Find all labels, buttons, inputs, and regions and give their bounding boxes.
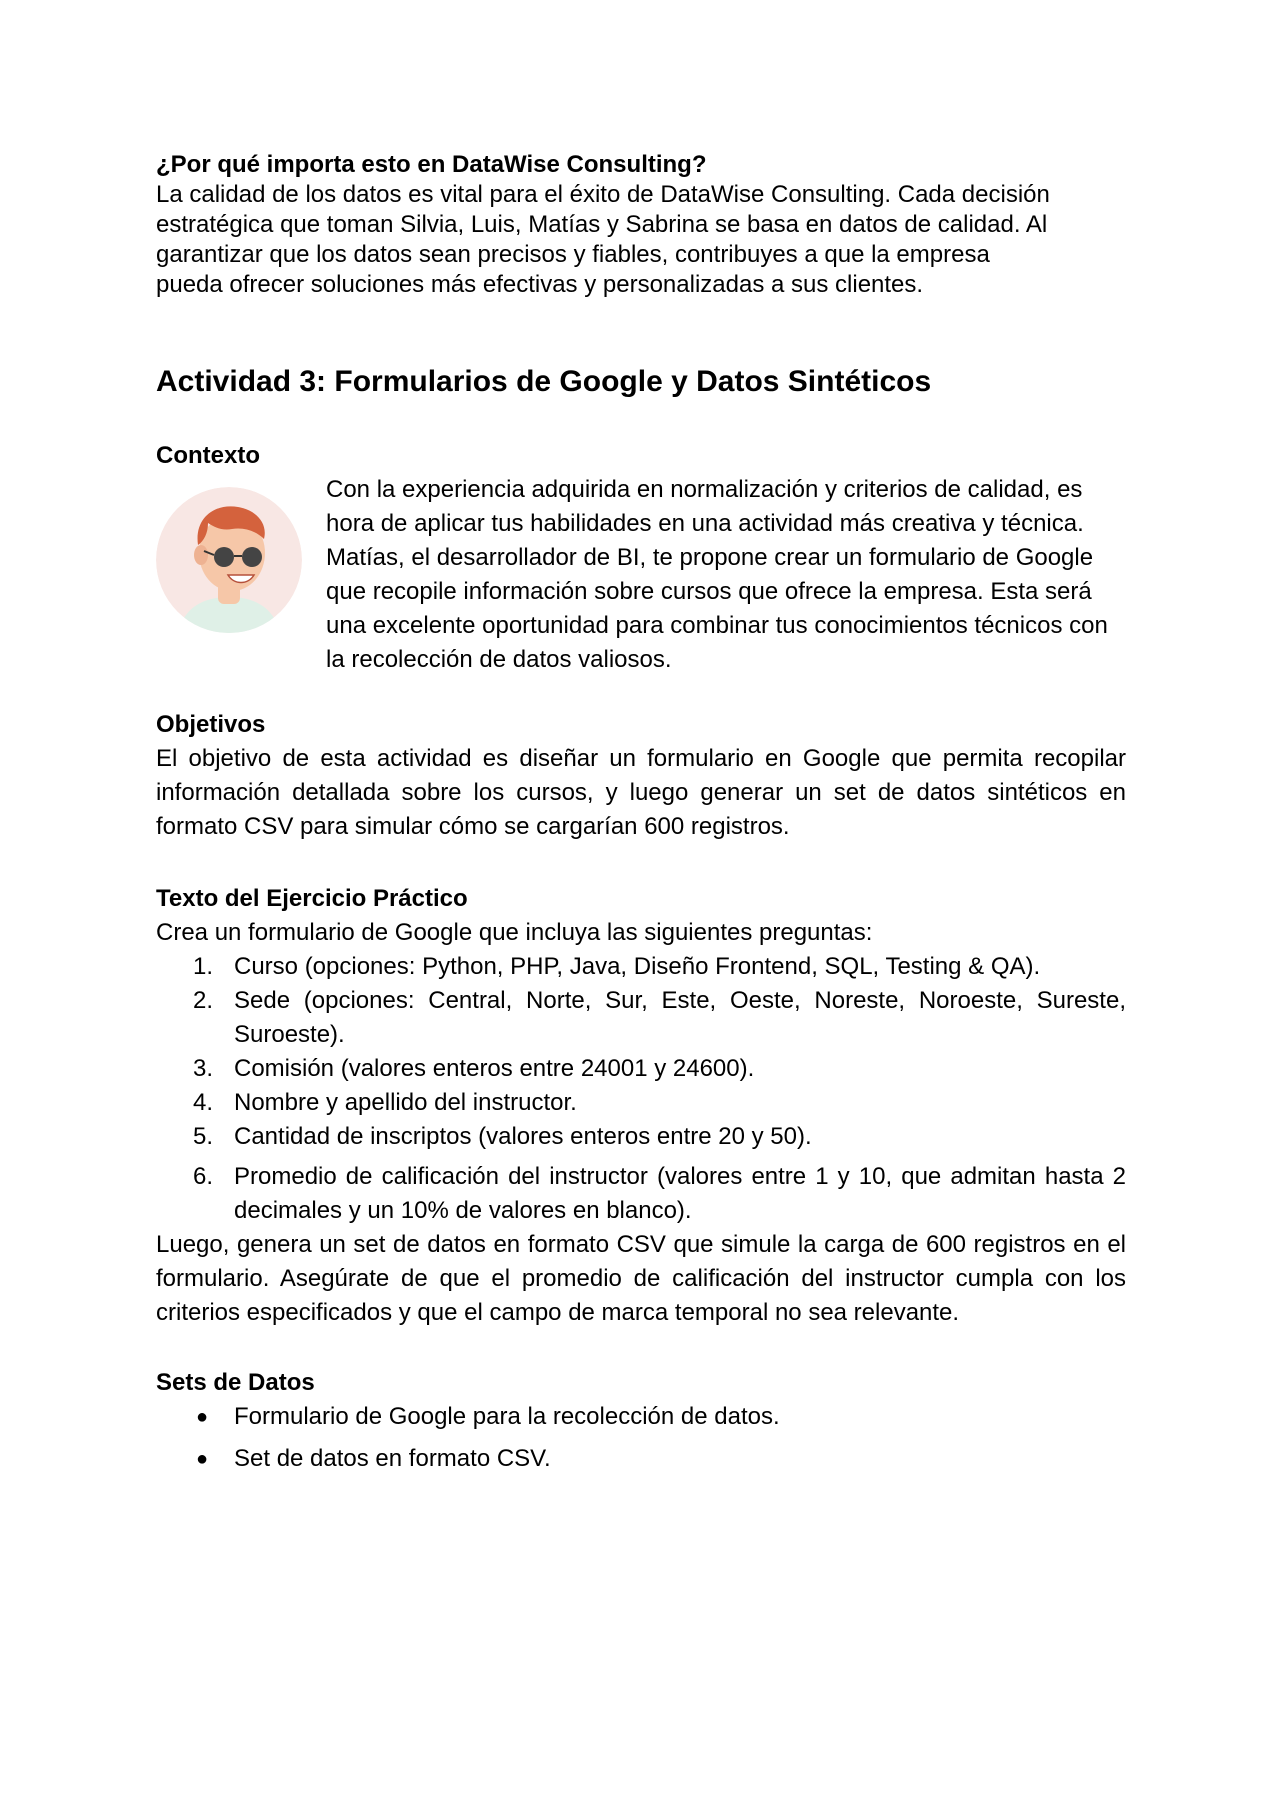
list-item-text: Curso (opciones: Python, PHP, Java, Diseño Frontend, SQL, Testing & QA). bbox=[234, 953, 1041, 980]
list-item bbox=[156, 1442, 1126, 1476]
list-number: 6. bbox=[193, 1163, 214, 1190]
list-item bbox=[156, 1086, 1126, 1120]
objetivos-heading: Objetivos bbox=[156, 711, 266, 738]
sunglasses-right-lens bbox=[242, 547, 262, 567]
intro-line: estratégica que toman Silvia, Luis, Matías y Sabrina se basa en datos de calidad. Al bbox=[156, 211, 1048, 238]
list-item-text: Comisión (valores enteros entre 24001 y 24600). bbox=[234, 1055, 755, 1082]
bullet-icon: ● bbox=[196, 1406, 209, 1428]
list-number: 5. bbox=[193, 1123, 214, 1150]
list-item bbox=[156, 1120, 1126, 1154]
avatar-ear bbox=[194, 545, 208, 565]
ejercicio-steps-list bbox=[156, 950, 1126, 1228]
list-number: 4. bbox=[193, 1089, 214, 1116]
activity-title: Actividad 3: Formularios de Google y Datos Sintéticos bbox=[156, 365, 932, 398]
avatar bbox=[156, 487, 302, 633]
list-item-text: Sede (opciones: Central, Norte, Sur, Este, Oeste, Noreste, Noroeste, Sureste, Suroeste). bbox=[234, 987, 1126, 1048]
contexto-heading: Contexto bbox=[156, 442, 260, 469]
list-item bbox=[156, 1052, 1126, 1086]
intro-line: garantizar que los datos sean precisos y fiables, contribuyes a que la empresa bbox=[156, 241, 990, 268]
document-page bbox=[156, 150, 1126, 1476]
ejercicio-heading: Texto del Ejercicio Práctico bbox=[156, 885, 468, 912]
list-item bbox=[156, 1160, 1126, 1228]
ejercicio-outro: Luego, genera un set de datos en formato CSV que simule la carga de 600 registros en el formulario. Asegúrate de que el promedio de calificación del instructor cumpla con los criterios especificados y que el campo de marca temporal no sea relevante. bbox=[156, 1231, 1126, 1326]
bullet-icon: ● bbox=[196, 1448, 209, 1470]
contexto-text: Con la experiencia adquirida en normalización y criterios de calidad, es hora de aplicar tus habilidades en una actividad más creativa y técnica. Matías, el desarrollador de BI, te propone crear un formulario de Google que recopile información sobre cursos que ofrece la empresa. Esta será una excelente oportunidad para combinar tus conocimientos técnicos con la recolección de datos valiosos. bbox=[326, 476, 1108, 673]
list-number: 2. bbox=[193, 987, 214, 1014]
list-item-text: Promedio de calificación del instructor (valores entre 1 y 10, que admitan hasta 2 decimales y un 10% de valores en blanco). bbox=[234, 1163, 1126, 1224]
intro-line: La calidad de los datos es vital para el éxito de DataWise Consulting. Cada decisión bbox=[156, 181, 1050, 208]
sets-heading: Sets de Datos bbox=[156, 1369, 315, 1396]
intro-line: pueda ofrecer soluciones más efectivas y personalizadas a sus clientes. bbox=[156, 271, 924, 298]
objetivos-text: El objetivo de esta actividad es diseñar un formulario en Google que permita recopilar información detallada sobre los cursos, y luego generar un set de datos sintéticos en formato CSV para simular cómo se cargarían 600 registros. bbox=[156, 745, 1126, 840]
list-item-text: Formulario de Google para la recolección de datos. bbox=[234, 1403, 780, 1430]
list-item-text: Cantidad de inscriptos (valores enteros entre 20 y 50). bbox=[234, 1123, 812, 1150]
intro-paragraph bbox=[156, 180, 1126, 300]
list-item bbox=[156, 950, 1126, 984]
list-item bbox=[156, 984, 1126, 1052]
list-item-text: Set de datos en formato CSV. bbox=[234, 1445, 551, 1472]
list-number: 3. bbox=[193, 1055, 214, 1082]
list-item bbox=[156, 1400, 1126, 1434]
sunglasses-left-lens bbox=[214, 547, 234, 567]
sets-list bbox=[156, 1400, 1126, 1476]
intro-heading: ¿Por qué importa esto en DataWise Consulting? bbox=[156, 151, 707, 178]
contexto-block bbox=[156, 473, 1126, 673]
ejercicio-intro: Crea un formulario de Google que incluya las siguientes preguntas: bbox=[156, 919, 873, 946]
list-item-text: Nombre y apellido del instructor. bbox=[234, 1089, 577, 1116]
list-number: 1. bbox=[193, 953, 214, 980]
